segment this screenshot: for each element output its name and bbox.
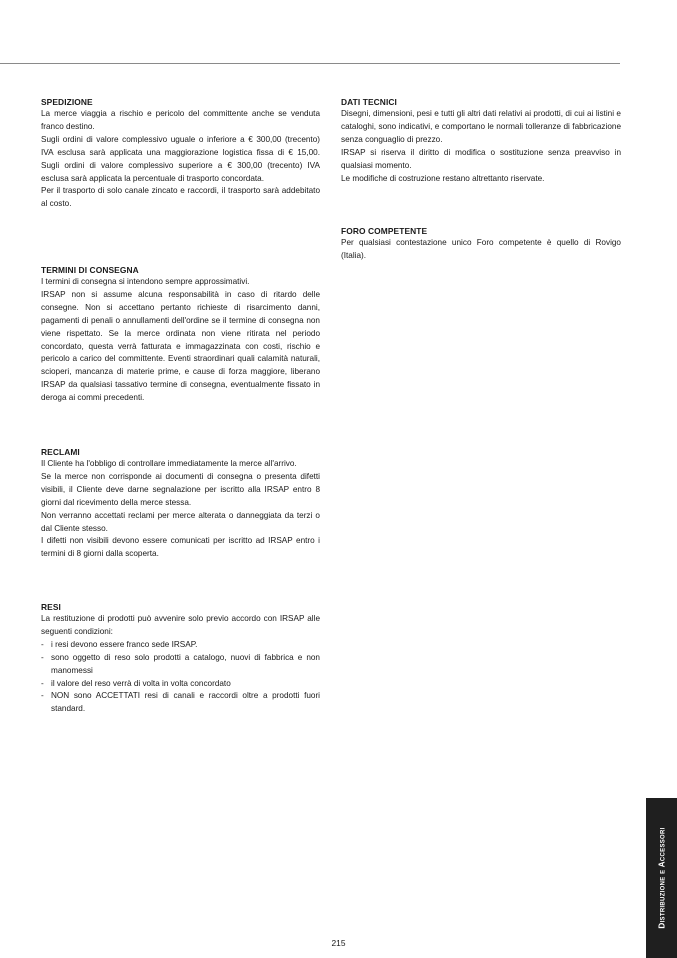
paragraph: IRSAP non si assume alcuna responsabilità in caso di ritardo delle consegne. Non si accettano pertanto richieste di risarcimento danni, pagamenti di penali o annullamenti dell'ordine se il termine di consegna non viene rispettato. Se la merce ordinata non viene ritirata nel periodo concordato, questa verrà fatturata e immagazzinata con costi, rischio e pericolo a carico del committente. Eventi straordinari quali calamità naturali, scioperi, mancanza di materie prime, e cause di forza maggiore, liberano IRSAP da qualsiasi tassativo termine di consegna, eventualmente fissato in deroga ai commi precedenti. (41, 289, 320, 403)
paragraph: Sugli ordini di valore complessivo uguale o inferiore a € 300,00 (trecento) IVA esclusa sarà applicata una maggiorazione logistica fissa di € 15,00. Sugli ordini di valore complessivo superiore a € 300,00 (trecento) IVA esclusa sarà applicata la percentuale di trasporto concordata. (41, 134, 320, 183)
list-item: - il valore del reso verrà di volta in volta concordato (41, 678, 320, 691)
conditions-list (41, 639, 320, 716)
section-title: RESI (41, 602, 61, 612)
list-item: - i resi devono essere franco sede IRSAP. (41, 639, 320, 652)
section-resi (41, 601, 320, 716)
top-divider (0, 63, 620, 64)
paragraph: Le modifiche di costruzione restano altrettanto riservate. (341, 173, 545, 183)
paragraph: I termini di consegna si intendono sempre approssimativi. (41, 277, 250, 286)
paragraph: Per qualsiasi contestazione unico Foro competente è quello di Rovigo (Italia). (341, 238, 621, 260)
section-title: FORO COMPETENTE (341, 226, 428, 236)
section-title: TERMINI DI CONSEGNA (41, 265, 139, 275)
paragraph: Non verranno accettati reclami per merce alterata o danneggiata da terzi o dal Cliente stesso. (41, 510, 320, 533)
section-spedizione (41, 96, 320, 211)
section-termini-di-consegna (41, 264, 320, 405)
paragraph: La merce viaggia a rischio e pericolo del committente anche se venduta franco destino. (41, 109, 320, 131)
page-number: 215 (331, 938, 346, 948)
paragraph: Se la merce non corrisponde ai documenti di consegna o presenta difetti visibili, il Cliente deve darne segnalazione per iscritto alla IRSAP entro 8 giorni dal ricevimento della merce stessa. (41, 471, 320, 507)
list-item: - NON sono ACCETTATI resi di canali e raccordi oltre a prodotti fuori standard. (41, 690, 320, 716)
chapter-label: Distribuzione e Accessori (657, 827, 666, 929)
paragraph: Disegni, dimensioni, pesi e tutti gli altri dati relativi ai prodotti, di cui ai listini e cataloghi, sono indicativi, e comportano le normali tolleranze di fabbricazione senza conguaglio di prezzo. (341, 109, 621, 144)
paragraph: La restituzione di prodotti può avvenire solo previo accordo con IRSAP alle seguenti condizioni: (41, 614, 320, 636)
paragraph: Per il trasporto di solo canale zincato e raccordi, il trasporto sarà addebitato al costo. (41, 186, 320, 209)
section-foro-competente (341, 225, 621, 263)
paragraph: Il Cliente ha l'obbligo di controllare immediatamente la merce all'arrivo. (41, 459, 297, 468)
chapter-side-tab (646, 798, 677, 958)
list-item: - sono oggetto di reso solo prodotti a catalogo, nuovi di fabbrica e non manomessi (41, 652, 320, 678)
paragraph: I difetti non visibili devono essere comunicati per iscritto ad IRSAP entro i termini di 8 giorni dalla scoperta. (41, 536, 320, 559)
section-dati-tecnici (341, 96, 621, 185)
section-title: RECLAMI (41, 447, 80, 457)
section-title: SPEDIZIONE (41, 97, 93, 107)
section-reclami (41, 446, 320, 561)
paragraph: IRSAP si riserva il diritto di modifica o sostituzione senza preavviso in qualsiasi momento. (341, 147, 621, 170)
section-title: DATI TECNICI (341, 97, 397, 107)
